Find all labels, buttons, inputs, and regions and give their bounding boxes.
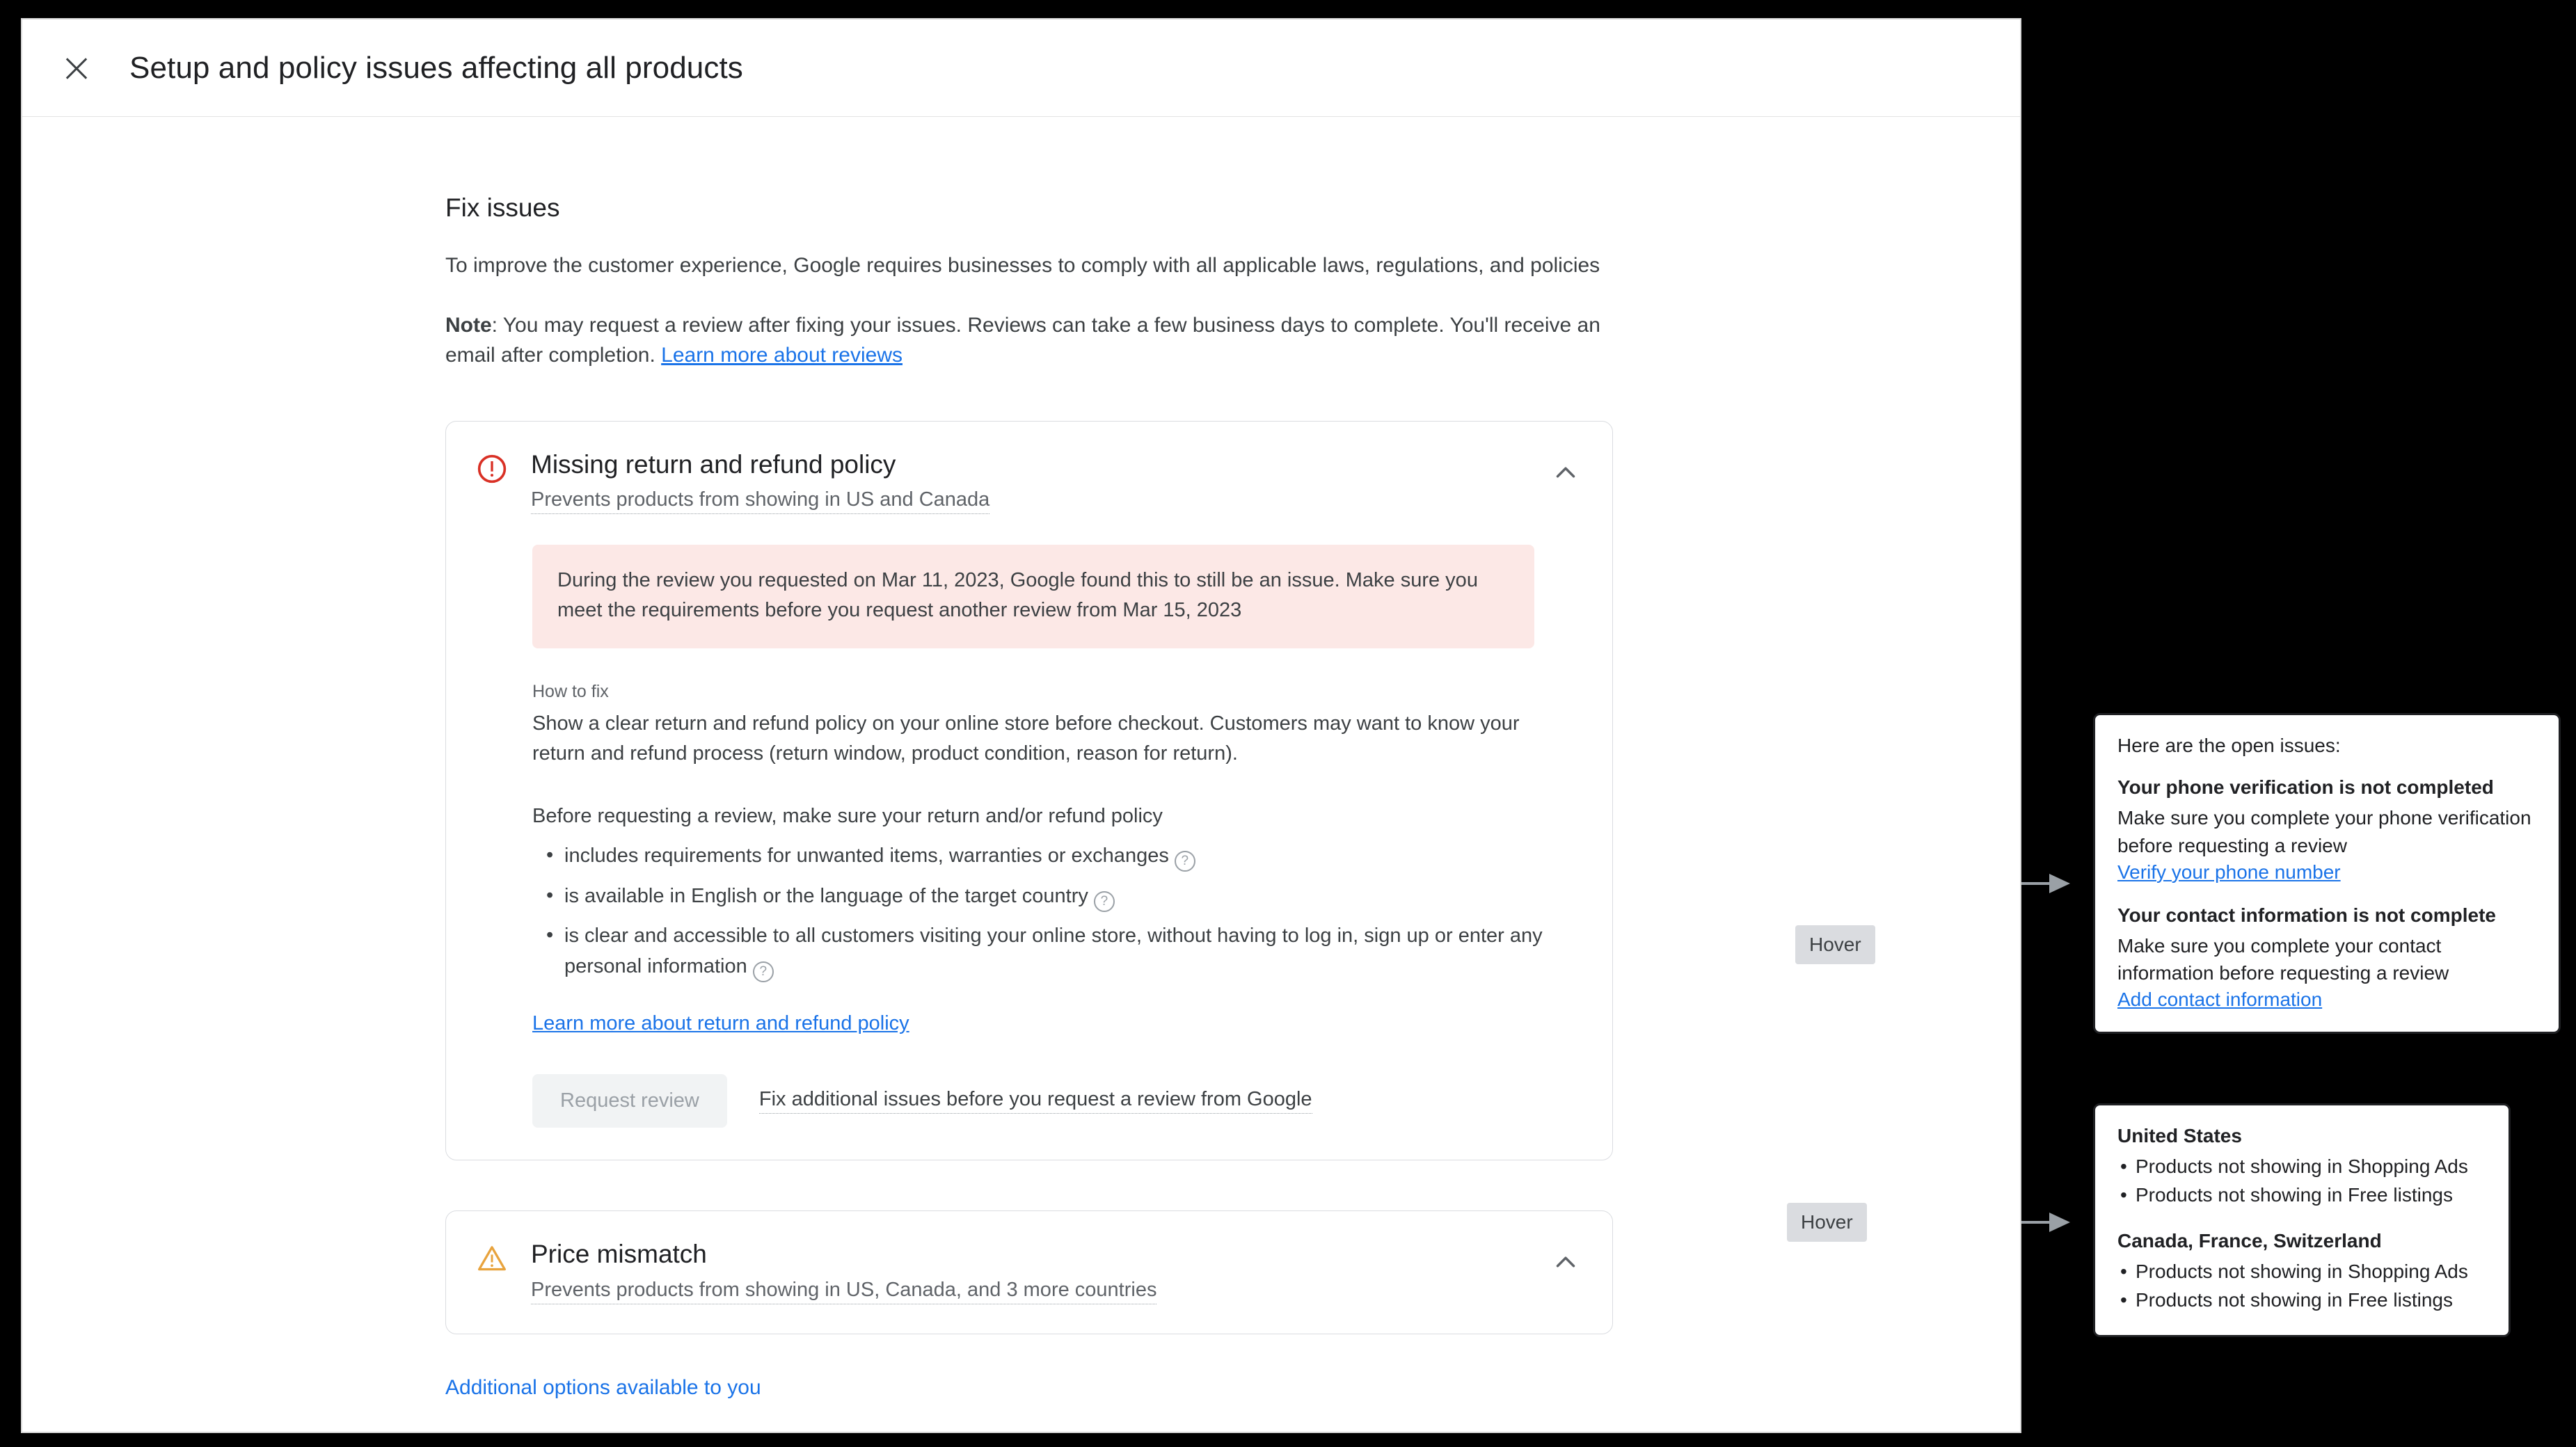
issues-dialog [21,18,2021,1433]
issue-header-text [531,449,1550,514]
review-alert-box [532,545,1534,648]
warning-icon [477,1243,507,1274]
issue-card-header [477,1239,1582,1304]
section-title: Fix issues [445,193,560,222]
list-item: • Products not showing in Shopping Ads [2117,1258,2486,1286]
list-item [541,841,1550,872]
tooltip-heading: Your contact information is not complete [2117,904,2496,926]
hover-chip-1: Hover [1795,925,1875,964]
tooltip-body: Make sure you complete your phone verification before requesting a review [2117,807,2531,856]
page-title: Setup and policy issues affecting all products [129,50,743,85]
requirement-text: is available in English or the language of the target country [564,884,1088,907]
requirement-text: is clear and accessible to all customers visiting your online store, without having to log in, sign up or enter any personal information [564,925,1543,977]
list-item: • Products not showing in Free listings [2117,1181,2486,1210]
learn-more-reviews-link[interactable]: Learn more about reviews [661,344,903,367]
how-to-fix-text: Show a clear return and refund policy on your online store before checkout. Customers may want to know your return and refund process (return window, product condition, reason for return). [532,712,1520,765]
fix-additional-issues-note[interactable]: Fix additional issues before you request a review from Google [759,1088,1312,1114]
tooltip-group-phone [2117,776,2536,884]
issue-subtitle[interactable]: Prevents products from showing in US and Canada [531,488,989,514]
issue-title: Price mismatch [531,1240,707,1269]
list-item: • Products not showing in Free listings [2117,1286,2486,1315]
issue-header-text [531,1239,1550,1304]
hover-chip-2: Hover [1787,1203,1867,1242]
issue-actions [532,1074,1582,1128]
add-contact-link[interactable]: Add contact information [2117,989,2323,1010]
help-icon[interactable]: ? [1094,891,1115,912]
tooltip-affected-countries [2093,1103,2511,1337]
list-item [541,921,1550,982]
additional-options-link[interactable]: Additional options available to you [445,1375,761,1399]
tooltip-heading: Your phone verification is not completed [2117,776,2494,798]
tooltip-group-us [2117,1125,2486,1209]
dialog-header [22,19,2020,117]
tooltip-list [2117,1153,2486,1209]
help-icon[interactable]: ? [753,961,774,982]
how-to-fix-label: How to fix [532,681,609,701]
tooltip-list [2117,1258,2486,1314]
requirements-list [541,841,1550,982]
chevron-up-icon[interactable] [1550,1246,1582,1278]
requirement-text: includes requirements for unwanted items, warranties or exchanges [564,845,1169,868]
before-review-text: Before requesting a review, make sure your return and/or refund policy [532,804,1163,827]
note-text [445,310,1614,371]
tooltip-group-contact [2117,904,2536,1012]
learn-more-return-policy-link[interactable]: Learn more about return and refund policy [532,1012,909,1035]
tooltip-heading: United States [2117,1125,2242,1146]
issue-card-return-policy [445,421,1613,1161]
tooltip-group-other [2117,1230,2486,1314]
tooltip-open-issues [2093,713,2561,1034]
tooltip-heading: Canada, France, Switzerland [2117,1230,2382,1252]
issue-card-header [477,449,1582,514]
tooltip-body: Make sure you complete your contact information before requesting a review [2117,934,2449,984]
help-icon[interactable]: ? [1175,851,1195,872]
issue-title: Missing return and refund policy [531,449,896,479]
request-review-button[interactable]: Request review [532,1074,727,1128]
chevron-up-icon[interactable] [1550,456,1582,488]
error-icon [477,454,507,484]
close-icon[interactable] [58,50,95,86]
issue-subtitle[interactable]: Prevents products from showing in US, Canada, and 3 more countries [531,1279,1156,1304]
note-label: Note [445,313,492,337]
list-item: • Products not showing in Shopping Ads [2117,1153,2486,1181]
verify-phone-link[interactable]: Verify your phone number [2117,861,2341,883]
tooltip-intro: Here are the open issues: [2117,735,2341,756]
dialog-content [22,117,2020,1400]
intro-text: To improve the customer experience, Google requires businesses to comply with all applicable laws, regulations, and policies [445,254,1600,277]
list-item [541,881,1550,912]
additional-options-row [445,1376,2020,1400]
issue-card-price-mismatch [445,1210,1613,1334]
review-alert-text: During the review you requested on Mar 11, 2023, Google found this to still be an issue. Make sure you meet the requirements before you request another review from Mar 15, 2023 [557,568,1478,622]
learn-more-row [532,1012,1582,1035]
note-body: : You may request a review after fixing your issues. Reviews can take a few business days to complete. You'll receive an email after completion. [445,313,1600,367]
